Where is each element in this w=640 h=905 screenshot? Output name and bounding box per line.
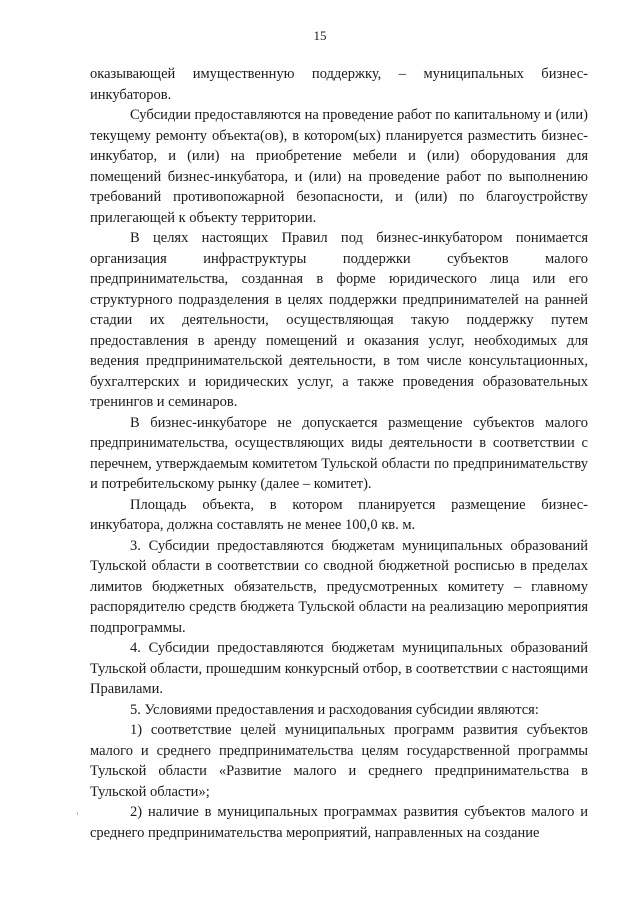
page-number: 15 <box>313 28 327 43</box>
paragraph: Площадь объекта, в котором планируется размещение бизнес-инкубатора, должна составлять не менее 100,0 кв. м. <box>90 496 588 533</box>
paragraph: 1) соответствие целей муниципальных программ развития субъектов малого и среднего предпринимательства целям государственной программы Тульской области «Развитие малого и среднего предпринимательства в Тульской области»; <box>90 722 588 800</box>
paragraph: оказывающей имущественную поддержку, – муниципальных бизнес-инкубаторов. <box>90 66 588 103</box>
paragraph: 3. Субсидии предоставляются бюджетам муниципальных образований Тульской области в соответствии со сводной бюджетной росписью в пределах лимитов бюджетных обязательств, предусмотренных комитету – главному распорядителю средств бюджета Тульской области на реализацию мероприятия подпрограммы. <box>90 537 588 636</box>
paragraph: 4. Субсидии предоставляются бюджетам муниципальных образований Тульской области, прошедшим конкурсный отбор, в соответствии с настоящими Правилами. <box>90 640 588 697</box>
scan-artifact <box>77 812 78 815</box>
paragraph: 2) наличие в муниципальных программах развития субъектов малого и среднего предпринимательства мероприятий, направленных на создание <box>90 804 588 841</box>
paragraph: В бизнес-инкубаторе не допускается размещение субъектов малого предпринимательства, осуществляющих виды деятельности в соответствии с перечнем, утверждаемым комитетом Тульской области по предпринимательству и потребительскому рынку (далее – комитет). <box>90 414 588 492</box>
document-body <box>90 64 588 843</box>
paragraph: 5. Условиями предоставления и расходования субсидии являются: <box>130 701 539 718</box>
paragraph: В целях настоящих Правил под бизнес-инкубатором понимается организация инфраструктуры поддержки субъектов малого предпринимательства, созданная в форме юридического лица или его структурного подразделения в целях поддержки предпринимателей на ранней стадии их деятельности, осуществляющая такую поддержку путем предоставления в аренду помещений и оказания услуг, необходимых для ведения предпринимательской деятельности, в том числе консультационных, бухгалтерских и юридических услуг, а также проведения образовательных тренингов и семинаров. <box>90 230 588 410</box>
paragraph: Субсидии предоставляются на проведение работ по капитальному и (или) текущему ремонту объекта(ов), в котором(ых) планируется разместить бизнес-инкубатор, и (или) на приобретение мебели и (или) оборудования для помещений бизнес-инкубатора, и (или) на проведение работ по выполнению требований противопожарной безопасности, и (или) по благоустройству прилегающей к объекту территории. <box>90 107 588 226</box>
